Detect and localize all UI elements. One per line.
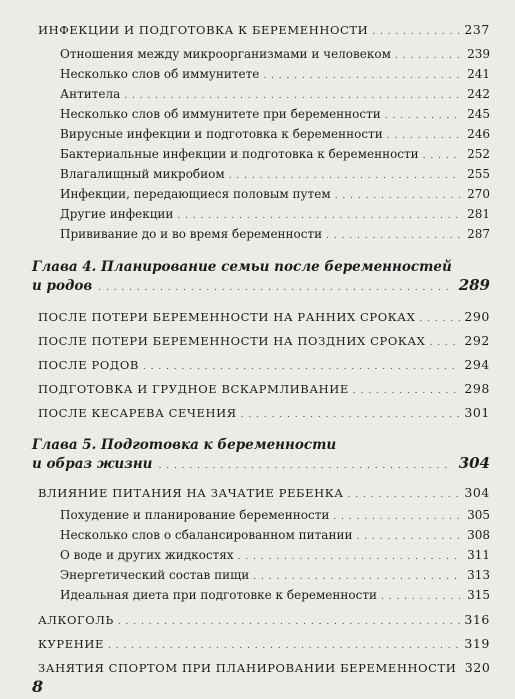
entry-page: 245 <box>467 107 490 121</box>
toc-entry <box>60 87 490 107</box>
toc-entry <box>60 107 490 127</box>
chapter-title-line1: Глава 4. Планирование семьи после беременностей <box>32 259 452 275</box>
leader-dots <box>229 171 460 181</box>
toc-entry <box>38 485 490 505</box>
entry-page: 290 <box>464 309 490 324</box>
leader-dots <box>118 617 460 627</box>
toc-entry <box>38 636 490 656</box>
toc-entry <box>60 187 490 207</box>
entry-page: 301 <box>464 405 490 420</box>
entry-title: Идеальная диета при подготовке к беременности <box>60 588 377 602</box>
chapter-title-line2: и образ жизни <box>32 456 153 472</box>
leader-dots <box>238 552 460 562</box>
entry-page: 315 <box>467 588 490 602</box>
leader-dots <box>348 490 460 500</box>
entry-page: 313 <box>467 568 490 582</box>
entry-title: ЗАНЯТИЯ СПОРТОМ ПРИ ПЛАНИРОВАНИИ БЕРЕМЕННОСТИ <box>38 661 457 675</box>
entry-title: Прививание до и во время беременности <box>60 227 323 241</box>
chapter-page: 304 <box>458 454 490 472</box>
leader-dots <box>353 386 460 396</box>
toc-entry <box>60 508 490 528</box>
entry-title: ВЛИЯНИЕ ПИТАНИЯ НА ЗАЧАТИЕ РЕБЕНКА <box>38 486 344 500</box>
leader-dots <box>177 211 460 221</box>
leader-dots <box>108 641 460 651</box>
toc-entry <box>38 405 490 425</box>
leader-dots <box>253 572 460 582</box>
leader-dots <box>419 314 460 324</box>
entry-page: 270 <box>467 187 490 201</box>
leader-dots <box>356 532 460 542</box>
entry-page: 287 <box>467 227 490 241</box>
leader-dots <box>372 27 460 37</box>
leader-dots <box>381 592 460 602</box>
leader-dots <box>385 111 460 121</box>
toc-entry <box>60 147 490 167</box>
leader-dots <box>335 191 460 201</box>
entry-title: Инфекции, передающиеся половым путем <box>60 187 331 201</box>
chapter-title-line2: и родов <box>32 278 93 294</box>
entry-title: ПОСЛЕ РОДОВ <box>38 358 139 372</box>
leader-dots <box>387 131 460 141</box>
toc-entry <box>38 660 490 680</box>
toc-entry <box>60 47 490 67</box>
toc-entry <box>38 309 490 329</box>
toc-entry <box>60 207 490 227</box>
entry-page: 308 <box>467 528 490 542</box>
leader-dots <box>429 338 460 348</box>
entry-title: ИНФЕКЦИИ И ПОДГОТОВКА К БЕРЕМЕННОСТИ <box>38 23 369 37</box>
entry-page: 281 <box>467 207 490 221</box>
entry-page: 241 <box>467 67 490 81</box>
entry-title: Несколько слов об иммунитете при беременности <box>60 107 381 121</box>
entry-page: 298 <box>464 381 490 396</box>
entry-page: 255 <box>467 167 490 181</box>
chapter-title-line1: Глава 5. Подготовка к беременности <box>32 437 337 453</box>
entry-title: ПОДГОТОВКА И ГРУДНОЕ ВСКАРМЛИВАНИЕ <box>38 382 349 396</box>
entry-page: 311 <box>467 548 490 562</box>
page-number: 8 <box>32 677 44 696</box>
entry-title: ПОСЛЕ ПОТЕРИ БЕРЕМЕННОСТИ НА РАННИХ СРОКАХ <box>38 310 416 324</box>
leader-dots <box>326 231 460 241</box>
toc-entry <box>60 67 490 87</box>
leader-dots <box>159 457 453 475</box>
leader-dots <box>124 91 460 101</box>
toc-entry <box>60 568 490 588</box>
leader-dots <box>423 151 460 161</box>
entry-page: 239 <box>467 47 490 61</box>
toc-entry <box>38 333 490 353</box>
entry-title: ПОСЛЕ КЕСАРЕВА СЕЧЕНИЯ <box>38 406 237 420</box>
entry-title: Несколько слов об иммунитете <box>60 67 260 81</box>
entry-page: 305 <box>467 508 490 522</box>
toc-entry <box>60 548 490 568</box>
entry-title: Энергетический состав пищи <box>60 568 250 582</box>
entry-title: Похудение и планирование беременности <box>60 508 330 522</box>
entry-page: 237 <box>464 22 490 37</box>
entry-title: Другие инфекции <box>60 207 174 221</box>
toc-entry <box>38 612 490 632</box>
toc-entry <box>38 381 490 401</box>
leader-dots <box>333 512 460 522</box>
entry-page: 319 <box>464 636 490 651</box>
entry-page: 246 <box>467 127 490 141</box>
leader-dots <box>143 362 460 372</box>
entry-title: Антитела <box>60 87 121 101</box>
entry-page: 320 <box>464 660 491 675</box>
toc-entry <box>60 528 490 548</box>
entry-title: Бактериальные инфекции и подготовка к беременности <box>60 147 419 161</box>
leader-dots <box>98 279 452 297</box>
entry-title: Отношения между микроорганизмами и человеком <box>60 47 391 61</box>
chapter-heading <box>32 258 490 297</box>
toc-entry <box>60 127 490 147</box>
toc-entry <box>60 588 490 608</box>
leader-dots <box>241 410 460 420</box>
toc-entry <box>38 357 490 377</box>
toc-entry <box>60 227 490 247</box>
leader-dots <box>395 51 460 61</box>
entry-title: КУРЕНИЕ <box>38 637 104 651</box>
entry-page: 294 <box>464 357 490 372</box>
entry-page: 292 <box>464 333 490 348</box>
entry-page: 252 <box>467 147 490 161</box>
entry-page: 304 <box>464 485 490 500</box>
chapter-heading <box>32 436 490 475</box>
entry-title: ПОСЛЕ ПОТЕРИ БЕРЕМЕННОСТИ НА ПОЗДНИХ СРОКАХ <box>38 334 426 348</box>
entry-page: 316 <box>464 612 490 627</box>
leader-dots <box>263 71 460 81</box>
toc-entry <box>60 167 490 187</box>
entry-title: Вирусные инфекции и подготовка к беременности <box>60 127 383 141</box>
entry-title: Влагалищный микробиом <box>60 167 225 181</box>
entry-page: 242 <box>467 87 490 101</box>
entry-title: Несколько слов о сбалансированном питании <box>60 528 353 542</box>
entry-title: О воде и других жидкостях <box>60 548 234 562</box>
chapter-page: 289 <box>458 276 490 294</box>
toc-entry <box>38 22 490 42</box>
entry-title: АЛКОГОЛЬ <box>38 613 114 627</box>
